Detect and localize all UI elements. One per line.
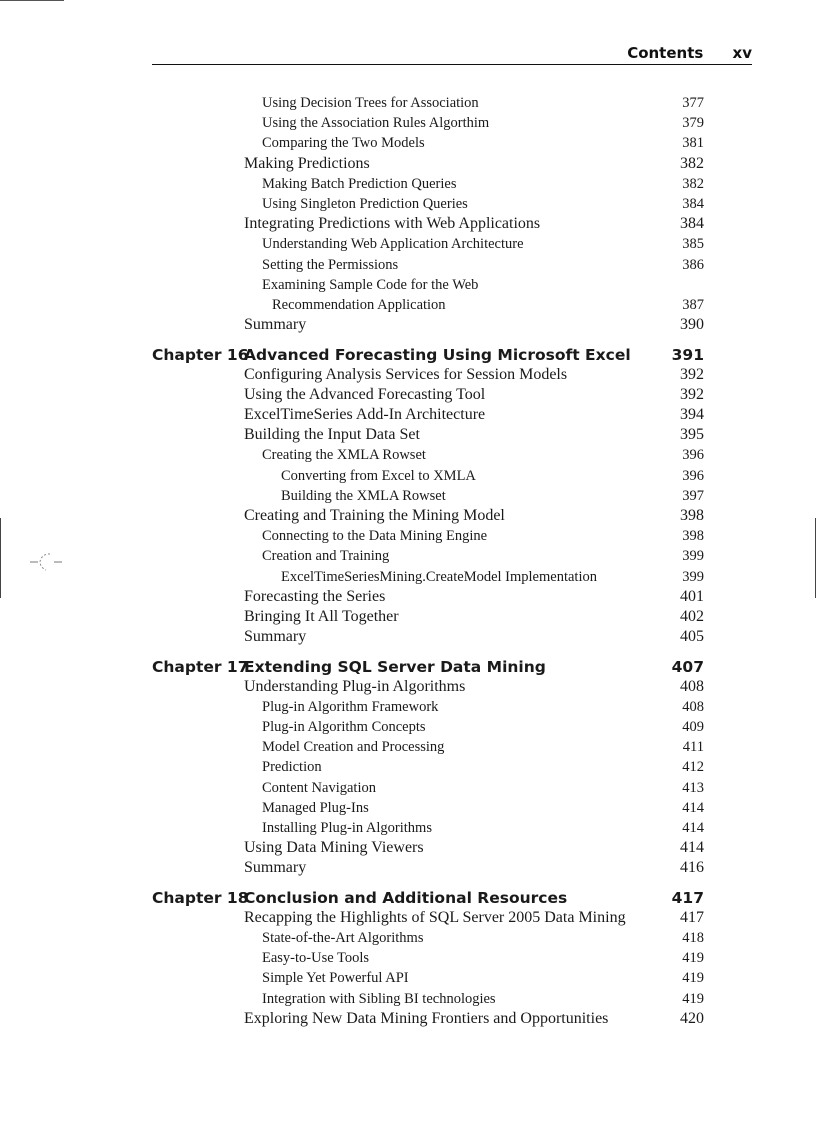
toc-entry-title: Prediction (262, 759, 322, 776)
toc-entry-page: 396 (682, 467, 704, 484)
toc-entry-title: Understanding Web Application Architecture (262, 236, 524, 253)
chapter-label: Chapter 17 (152, 657, 249, 676)
toc-entry-title: Simple Yet Powerful API (262, 970, 409, 987)
toc-entry (0, 989, 816, 1009)
toc-entry (0, 255, 816, 275)
toc-entry-page: 392 (680, 385, 704, 403)
toc-entry-page: 416 (680, 859, 704, 877)
toc-entry (0, 778, 816, 798)
toc-entry (0, 697, 816, 717)
toc-entry-title: Building the XMLA Rowset (281, 487, 446, 504)
toc-entry-page: 419 (682, 970, 704, 987)
toc-entry (0, 405, 816, 425)
toc-entry-page: 414 (682, 819, 704, 836)
toc-entry-title: Connecting to the Data Mining Engine (262, 528, 488, 545)
toc-entry (0, 154, 816, 174)
toc-entry (0, 567, 816, 587)
toc-entry (0, 627, 816, 647)
toc-entry (0, 194, 816, 214)
toc-entry-page: 394 (680, 406, 704, 424)
toc-entry (0, 757, 816, 777)
toc-entry-page: 417 (680, 908, 704, 926)
toc-entry (0, 546, 816, 566)
chapter-title: Extending SQL Server Data Mining (244, 657, 546, 676)
running-head (152, 44, 752, 62)
toc-entry-title: Using the Advanced Forecasting Tool (244, 385, 486, 403)
toc-entry-page: 399 (682, 548, 704, 565)
toc-entry (0, 858, 816, 878)
toc-entry-title: Converting from Excel to XMLA (281, 467, 476, 484)
toc-entry-page: 395 (680, 426, 704, 444)
toc-entry (0, 607, 816, 627)
toc-entry-page: 384 (680, 215, 704, 233)
toc-entry-page: 386 (682, 256, 704, 273)
toc-entry (0, 445, 816, 465)
toc-entry (0, 908, 816, 928)
crop-corner-mark (0, 0, 64, 1)
toc-entry (0, 948, 816, 968)
toc-entry-title: Making Batch Prediction Queries (262, 175, 457, 192)
toc-entry (0, 968, 816, 988)
toc-entry-title: Easy-to-Use Tools (262, 950, 370, 967)
toc-entry-title: Using Decision Trees for Association (262, 95, 479, 111)
toc-entry-title: Summary (244, 859, 307, 877)
toc-entry (0, 295, 816, 315)
chapter-page: 417 (671, 888, 704, 907)
toc-entry-page: 418 (682, 930, 704, 947)
toc-entry-page: 377 (682, 95, 704, 111)
toc-entry (0, 425, 816, 445)
toc-entry-page: 405 (680, 628, 704, 646)
toc-entry-title: ExcelTimeSeries Add-In Architecture (244, 406, 486, 424)
toc-entry (0, 174, 816, 194)
toc-entry (0, 1009, 816, 1029)
toc-entry (0, 838, 816, 858)
toc-entry-page: 385 (682, 236, 704, 253)
toc-entry-page: 387 (682, 296, 704, 313)
toc-entry-title: Plug-in Algorithm Framework (262, 698, 439, 715)
chapter-page: 407 (671, 657, 704, 676)
toc-entry-title: Using the Association Rules Algorthim (262, 115, 490, 132)
toc-entry-title: Integrating Predictions with Web Applications (244, 215, 541, 233)
chapter-title: Advanced Forecasting Using Microsoft Excel (244, 345, 631, 364)
toc-entry (0, 506, 816, 526)
toc-entry-page: 402 (680, 607, 704, 625)
toc-entry-page: 399 (682, 568, 704, 585)
toc-entry (0, 365, 816, 385)
chapter-heading (0, 656, 816, 677)
toc-entry (0, 677, 816, 697)
toc-entry-page: 409 (682, 719, 704, 736)
toc-entry-title: Making Predictions (244, 154, 370, 172)
section-title: Contents (627, 44, 704, 62)
toc-entry-title: Forecasting the Series (244, 587, 386, 605)
chapter-label: Chapter 16 (152, 345, 249, 364)
toc-entry-page: 414 (680, 839, 704, 857)
toc-entry-title: Setting the Permissions (262, 256, 399, 273)
toc-entry-page: 419 (682, 990, 704, 1007)
toc-entry-page: 411 (682, 739, 704, 756)
toc-entry-page: 420 (680, 1009, 704, 1027)
chapter-page: 391 (671, 345, 704, 364)
toc-entry-title: Building the Input Data Set (244, 426, 420, 444)
toc-entry (0, 275, 816, 295)
toc-entry-page: 419 (682, 950, 704, 967)
toc-entry-page: 398 (680, 506, 704, 524)
table-of-contents (0, 93, 816, 1029)
toc-entry-title: Installing Plug-in Algorithms (262, 819, 432, 836)
toc-entry-title: Summary (244, 316, 307, 334)
toc-entry-title: Creating and Training the Mining Model (244, 506, 505, 524)
toc-entry-title: Comparing the Two Models (262, 135, 425, 152)
toc-entry-page: 392 (680, 365, 704, 383)
toc-entry-title: Using Singleton Prediction Queries (262, 195, 468, 212)
toc-entry (0, 113, 816, 133)
toc-entry-page: 396 (682, 447, 704, 464)
toc-entry (0, 717, 816, 737)
toc-entry-title: Content Navigation (262, 779, 376, 796)
header-rule (152, 64, 752, 65)
toc-entry-title: Examining Sample Code for the Web (262, 276, 479, 293)
toc-entry (0, 315, 816, 335)
toc-entry-page: 408 (682, 698, 704, 715)
toc-entry-title: State-of-the-Art Algorithms (262, 930, 424, 947)
toc-entry (0, 928, 816, 948)
toc-entry-page: 414 (682, 799, 704, 816)
toc-entry-title: Managed Plug-Ins (262, 799, 369, 816)
toc-entry-title: Configuring Analysis Services for Session Models (244, 365, 568, 383)
toc-entry-title: Using Data Mining Viewers (244, 839, 424, 857)
toc-entry-page: 401 (680, 587, 704, 605)
toc-entry-title: Integration with Sibling BI technologies (262, 990, 496, 1007)
toc-entry-title: Plug-in Algorithm Concepts (262, 719, 426, 736)
toc-entry (0, 214, 816, 234)
toc-entry-page: 381 (682, 135, 704, 152)
toc-entry (0, 133, 816, 153)
toc-entry (0, 737, 816, 757)
toc-entry (0, 587, 816, 607)
toc-entry-title: ExcelTimeSeriesMining.CreateModel Implementation (281, 568, 597, 585)
toc-entry (0, 466, 816, 486)
toc-entry-page: 397 (682, 487, 704, 504)
toc-entry (0, 385, 816, 405)
toc-entry (0, 486, 816, 506)
chapter-title: Conclusion and Additional Resources (244, 888, 568, 907)
toc-entry-title: Recommendation Application (272, 296, 446, 313)
toc-entry-page: 412 (682, 759, 704, 776)
toc-entry (0, 526, 816, 546)
toc-entry-title: Creation and Training (262, 548, 390, 565)
toc-entry-title: Bringing It All Together (244, 607, 399, 625)
toc-entry-page: 379 (682, 115, 704, 132)
toc-entry-page: 382 (680, 154, 704, 172)
toc-entry-page: 413 (682, 779, 704, 796)
toc-entry-page: 408 (680, 677, 704, 695)
toc-entry (0, 93, 816, 113)
toc-entry-title: Exploring New Data Mining Frontiers and Opportunities (244, 1009, 609, 1027)
toc-entry-title: Summary (244, 628, 307, 646)
toc-entry (0, 798, 816, 818)
chapter-heading (0, 887, 816, 908)
toc-entry-title: Creating the XMLA Rowset (262, 447, 426, 464)
toc-entry-page: 382 (682, 175, 704, 192)
toc-entry-page: 384 (682, 195, 704, 212)
toc-entry-page: 390 (680, 316, 704, 334)
toc-entry-title: Recapping the Highlights of SQL Server 2005 Data Mining (244, 908, 626, 926)
toc-entry (0, 234, 816, 254)
chapter-label: Chapter 18 (152, 888, 249, 907)
toc-entry-page: 398 (682, 528, 704, 545)
page-number: xv (732, 44, 752, 62)
toc-entry-title: Understanding Plug-in Algorithms (244, 677, 466, 695)
chapter-heading (0, 344, 816, 365)
toc-entry-title: Model Creation and Processing (262, 739, 445, 756)
toc-entry (0, 818, 816, 838)
